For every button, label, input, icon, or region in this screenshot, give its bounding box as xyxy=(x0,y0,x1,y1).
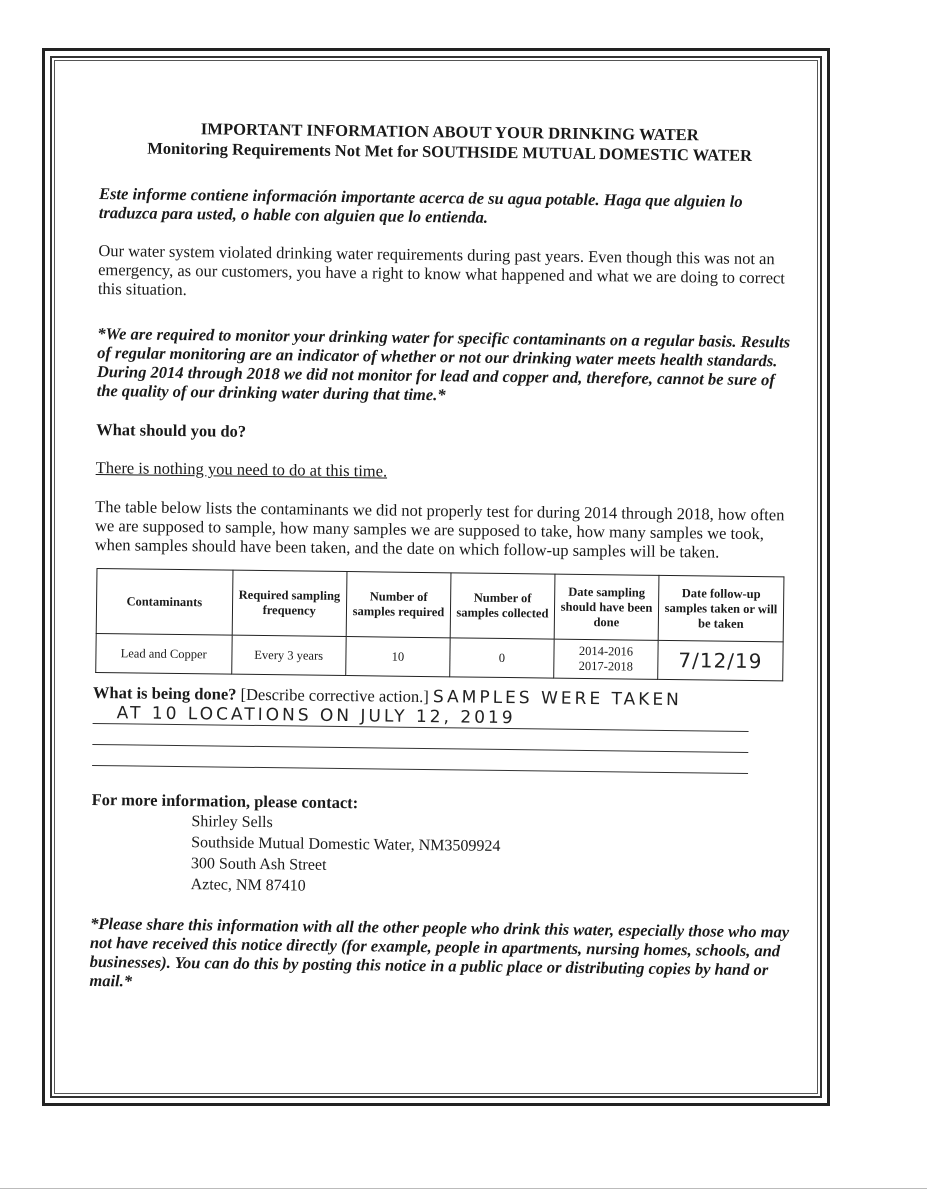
header-contaminants: Contaminants xyxy=(96,568,232,635)
table-header-row xyxy=(96,568,784,641)
table-description: The table below lists the contaminants we did not properly test for during 2014 through 2018, how often we are supposed to sample, how many samples we are supposed to take, how many samples we took, when samples should have been taken, and the date on which follow-up samples will be taken. xyxy=(94,496,785,562)
table-row xyxy=(96,633,783,680)
cell-required: 10 xyxy=(346,637,450,677)
cell-frequency: Every 3 years xyxy=(231,635,346,675)
header-samples-required: Number of samples required xyxy=(346,572,451,638)
header-frequency: Required sampling frequency xyxy=(232,570,347,636)
header-followup-date: Date follow-up samples taken or will be taken xyxy=(658,575,784,642)
nothing-to-do-text: There is nothing you need to do at this time. xyxy=(95,457,388,481)
scan-edge-line xyxy=(0,1188,927,1189)
notice-subtitle: Monitoring Requirements Not Met for SOUTHSIDE MUTUAL DOMESTIC WATER xyxy=(147,138,753,165)
sampling-date-line1: 2014-2016 xyxy=(578,643,634,659)
corrective-action-section xyxy=(92,683,793,775)
header-sampling-date: Date sampling should have been done xyxy=(554,574,659,640)
contact-section xyxy=(91,790,792,903)
corrective-action-question: What is being done? xyxy=(92,682,237,704)
notice-content xyxy=(89,118,800,998)
contact-organization: Southside Mutual Domestic Water, NM3509924 xyxy=(191,834,501,855)
cell-collected: 0 xyxy=(450,638,554,678)
header-samples-collected: Number of samples collected xyxy=(450,573,555,639)
share-note: *Please share this information with all the other people who drink this water, especially those who may not have received this notice directly (for example, people in apartments, nursing homes, schools, and businesses). You can do this by posting this notice in a public place or distributing copies by hand or mail.* xyxy=(89,913,790,991)
contaminants-table xyxy=(95,568,784,681)
spanish-note: Este informe contiene información importante acerca de su agua potable. Haga que alguien lo traduzca para usted, o hable con alguien que lo entienda. xyxy=(98,183,743,227)
contact-label: For more information, please contact: xyxy=(91,789,359,813)
corrective-action-instruction: [Describe corrective action.] xyxy=(240,684,429,707)
contact-street: 300 South Ash Street xyxy=(190,855,327,874)
cell-contaminant: Lead and Copper xyxy=(96,633,232,674)
contact-name: Shirley Sells xyxy=(191,813,273,832)
what-to-do-heading: What should you do? xyxy=(96,419,247,441)
notice-title: IMPORTANT INFORMATION ABOUT YOUR DRINKING WATER xyxy=(200,119,700,145)
cell-sampling-dates xyxy=(554,639,658,679)
handwritten-action-line1: SAMPLES WERE TAKEN xyxy=(432,687,682,711)
handwritten-action-line2: AT 10 LOCATIONS ON JULY 12, 2019 xyxy=(116,703,516,729)
cell-followup: 7/12/19 xyxy=(658,640,784,681)
sampling-date-line2: 2017-2018 xyxy=(578,658,633,674)
contact-city: Aztec, NM 87410 xyxy=(190,876,306,895)
monitoring-requirement-note: *We are required to monitor your drinking water for specific contaminants on a regular basis. Results of regular monitoring are an indicator of whether or not our drinking water meets health standards. During 2014 through 2018 we did not monitor for lead and copper and, therefore, cannot be sure of the quality of our drinking water during that time.* xyxy=(96,323,791,405)
intro-paragraph: Our water system violated drinking water requirements during past years. Even though this was not an emergency, as our customers, you have a right to know what happened and what we are doing to correct this situation. xyxy=(97,240,786,300)
